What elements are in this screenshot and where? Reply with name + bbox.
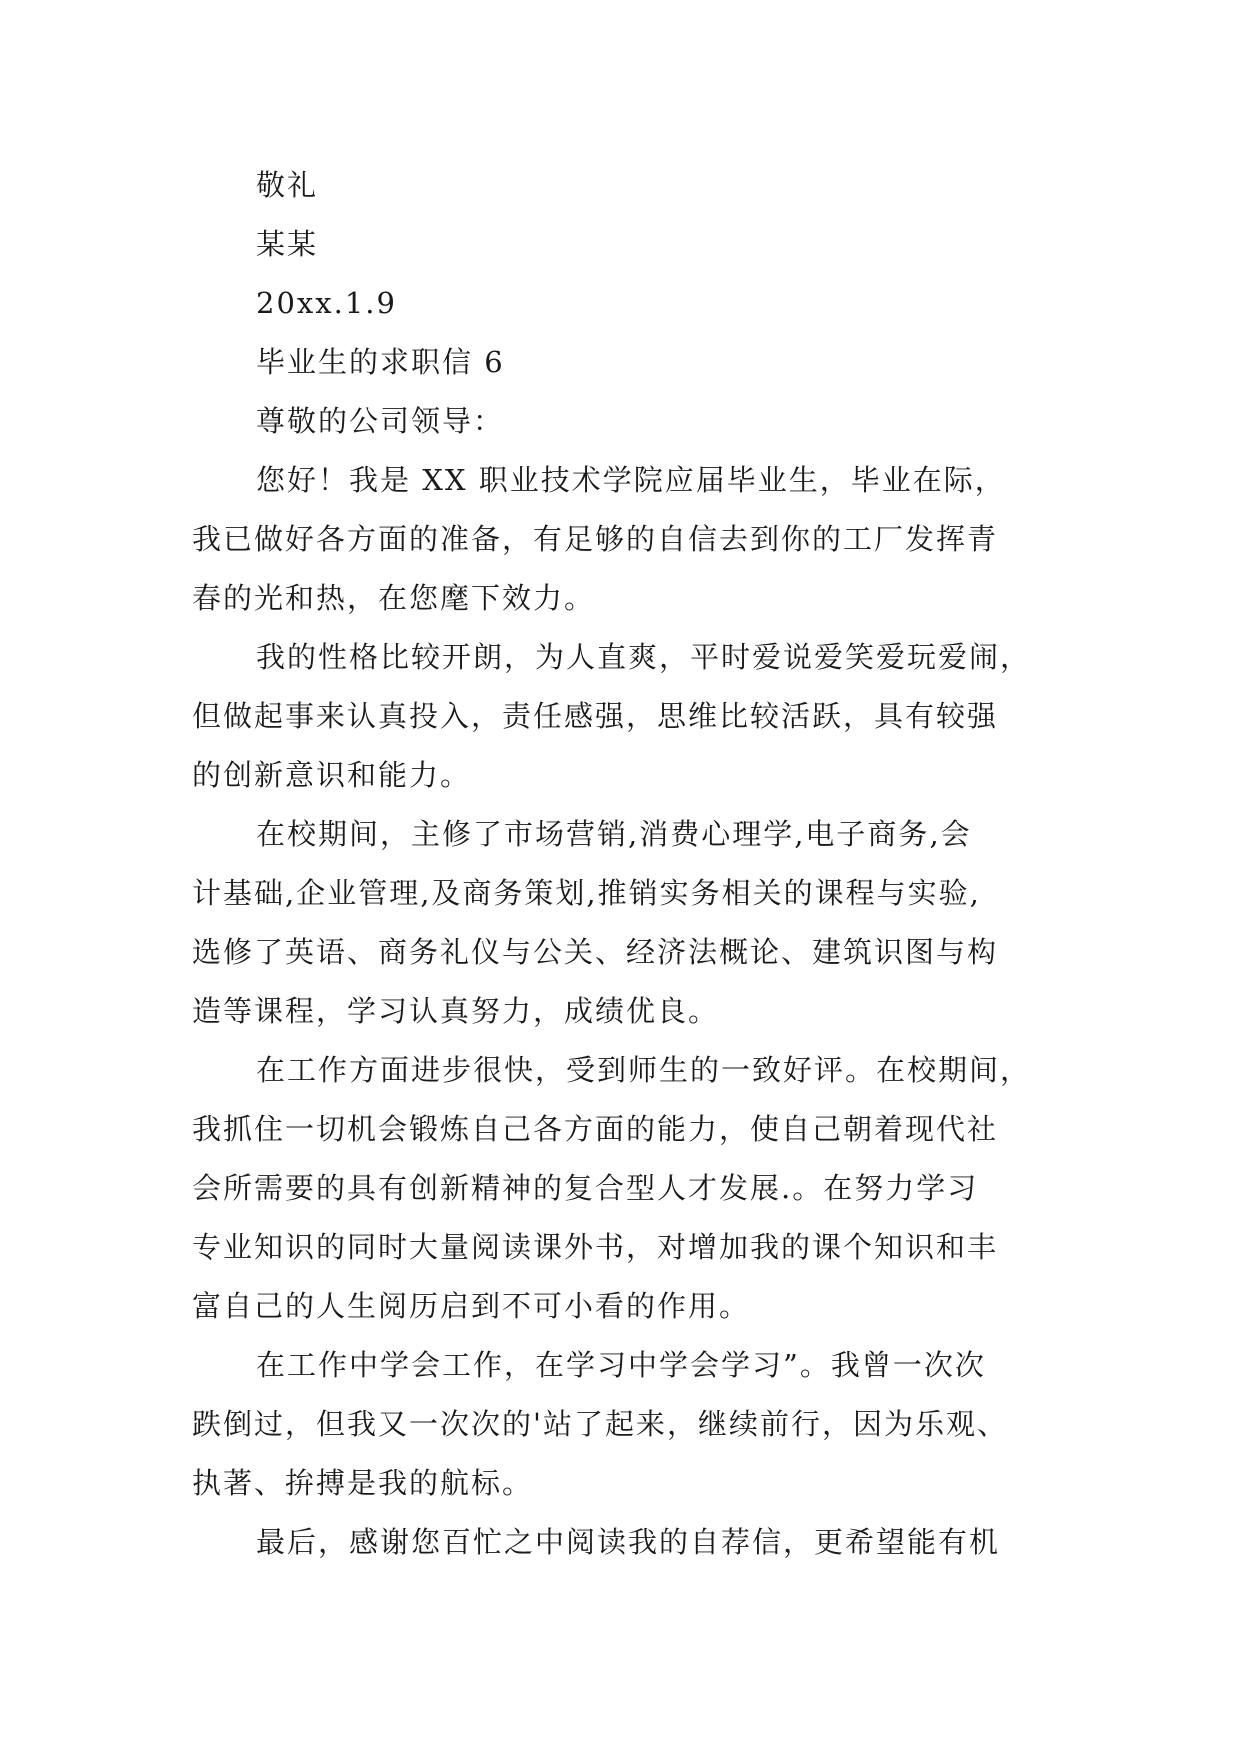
paragraph-line: 我的性格比较开朗，为人直爽，平时爱说爱笑爱玩爱闹， [256, 640, 1032, 674]
paragraph-line: 在工作中学会工作，在学习中学会学习”。我曾一次次 [256, 1348, 986, 1382]
paragraph-line: 但做起事来认真投入，责任感强，思维比较活跃，具有较强 [192, 699, 999, 733]
paragraph-line: 最后，感谢您百忙之中阅读我的自荐信，更希望能有机 [256, 1525, 1001, 1559]
paragraph-line: 选修了英语、商务礼仪与公关、经济法概论、建筑识图与构 [192, 935, 999, 969]
paragraph-line: 执著、拚搏是我的航标。 [192, 1466, 534, 1500]
section-title: 毕业生的求职信 6 [256, 345, 505, 379]
paragraph-line: 富自己的人生阅历启到不可小看的作用。 [192, 1289, 751, 1323]
paragraph-line: 的创新意识和能力。 [192, 758, 472, 792]
letter-body [192, 156, 1072, 1572]
paragraph-line: 跌倒过，但我又一次次的'站了起来，继续前行，因为乐观、 [192, 1407, 1008, 1441]
paragraph-line: 计基础,企业管理,及商务策划,推销实务相关的课程与实验, [192, 876, 981, 910]
closing-salutation: 敬礼 [256, 168, 319, 202]
paragraph-line: 我已做好各方面的准备，有足够的自信去到你的工厂发挥青 [192, 522, 999, 556]
paragraph-line: 会所需要的具有创新精神的复合型人才发展.。在努力学习 [192, 1171, 979, 1205]
paragraph-line: 我抓住一切机会锻炼自己各方面的能力，使自己朝着现代社 [192, 1112, 999, 1146]
greeting: 尊敬的公司领导： [256, 404, 505, 438]
paragraph-line: 您好！我是 XX 职业技术学院应届毕业生，毕业在际， [256, 463, 1006, 497]
signature-name: 某某 [256, 227, 319, 261]
paragraph-line: 在工作方面进步很快，受到师生的一致好评。在校期间， [256, 1053, 1032, 1087]
paragraph-line: 专业知识的同时大量阅读课外书，对增加我的课个知识和丰 [192, 1230, 999, 1264]
paragraph-line: 造等课程，学习认真努力，成绩优良。 [192, 994, 720, 1028]
paragraph-line: 在校期间，主修了市场营销,消费心理学,电子商务,会 [256, 817, 972, 851]
letter-date: 20xx.1.9 [256, 286, 397, 320]
paragraph-line: 春的光和热，在您麾下效力。 [192, 581, 596, 615]
